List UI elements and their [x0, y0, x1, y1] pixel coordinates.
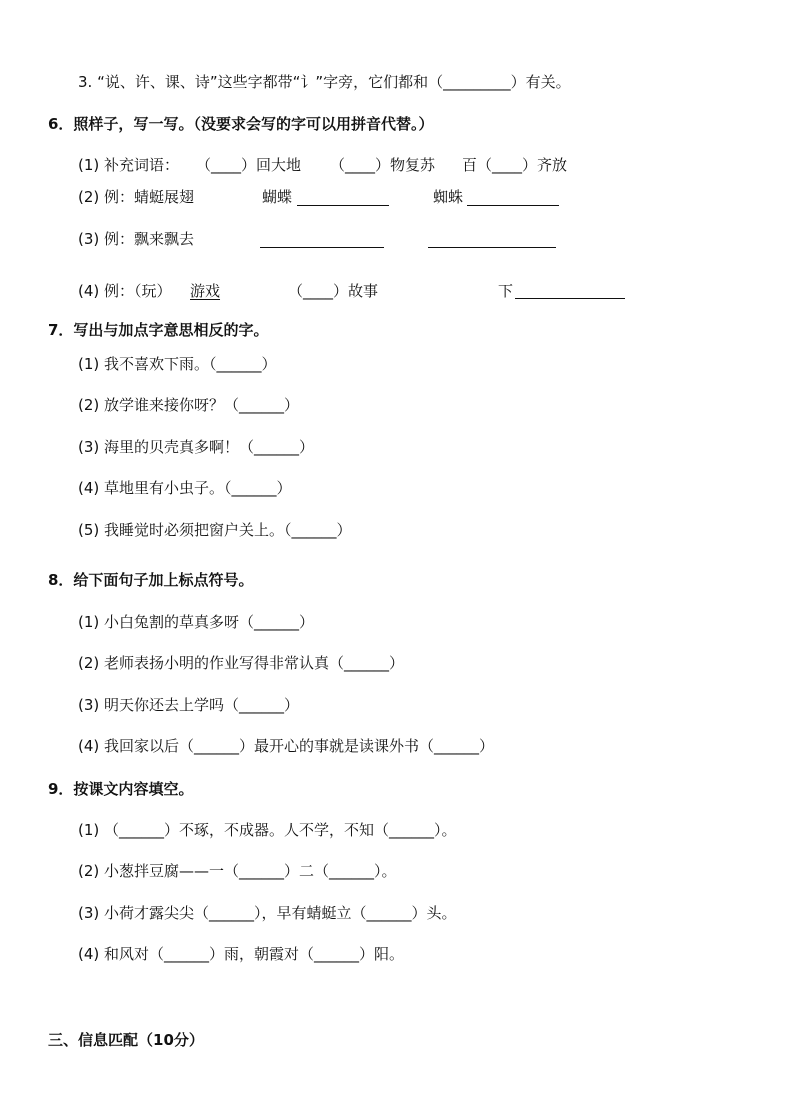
s7-item-2: (2) 放学谁来接你呀？（______）: [78, 396, 300, 414]
s7-item-5: (5) 我睡觉时必须把窗户关上。（______）: [78, 521, 352, 539]
s6-item-4-example: 游戏: [190, 282, 221, 300]
section-7-title: 7．写出与加点字意思相反的字。: [48, 321, 269, 339]
s6-item-3-line-b: [428, 247, 556, 248]
section-9-title: 9．按课文内容填空。: [48, 780, 194, 798]
s6-item-1-label: (1) 补充词语：: [78, 156, 180, 174]
s6-item-2-line-b: [467, 205, 559, 206]
s6-item-3-line-a: [260, 247, 384, 248]
s8-item-2: (2) 老师表扬小明的作业写得非常认真（______）: [78, 654, 405, 672]
section-6-title: 6．照样子，写一写。（没要求会写的字可以用拼音代替。）: [48, 115, 434, 133]
s6-item-4-line-b: [515, 298, 625, 299]
s6-item-4-blank-a: （____）故事: [288, 282, 379, 300]
s8-item-4: (4) 我回家以后（______）最开心的事就是读课外书（______）: [78, 737, 495, 755]
s6-item-1-blank-c: 百（____）齐放: [462, 156, 568, 174]
s7-item-1: (1) 我不喜欢下雨。（______）: [78, 355, 277, 373]
s9-item-4: (4) 和风对（______）雨，朝霞对（______）阳。: [78, 945, 405, 963]
s6-item-2-line-a: [297, 205, 389, 206]
s9-item-3: (3) 小荷才露尖尖（______），早有蜻蜓立（______）头。: [78, 904, 457, 922]
section-8-title: 8．给下面句子加上标点符号。: [48, 571, 254, 589]
s9-item-1: (1) （______）不琢，不成器。人不学，不知（______）。: [78, 821, 457, 839]
s6-item-2-word-b: 蜘蛛: [433, 188, 464, 206]
s6-item-2-label: (2) 例：蜻蜓展翅: [78, 188, 195, 206]
s6-item-4-word-b: 下: [498, 282, 514, 300]
s7-item-3: (3) 海里的贝壳真多啊！（______）: [78, 438, 315, 456]
s8-item-3: (3) 明天你还去上学吗（______）: [78, 696, 300, 714]
s7-item-4: (4) 草地里有小虫子。（______）: [78, 479, 292, 497]
s6-item-4-label: (4) 例：（玩）: [78, 282, 172, 300]
s6-item-2-word-a: 蝴蝶: [262, 188, 293, 206]
s9-item-2: (2) 小葱拌豆腐——一（______）二（______）。: [78, 862, 397, 880]
part-3-title: 三、信息匹配（10分）: [48, 1031, 204, 1049]
q5-item-3: 3. “说、许、课、诗”这些字都带“讠”字旁，它们都和（_________）有关。: [78, 73, 571, 91]
s6-item-3-label: (3) 例：飘来飘去: [78, 230, 195, 248]
s6-item-1-blank-a: （____）回大地: [196, 156, 302, 174]
s8-item-1: (1) 小白兔割的草真多呀（______）: [78, 613, 315, 631]
s6-item-1-blank-b: （____）物复苏: [330, 156, 436, 174]
